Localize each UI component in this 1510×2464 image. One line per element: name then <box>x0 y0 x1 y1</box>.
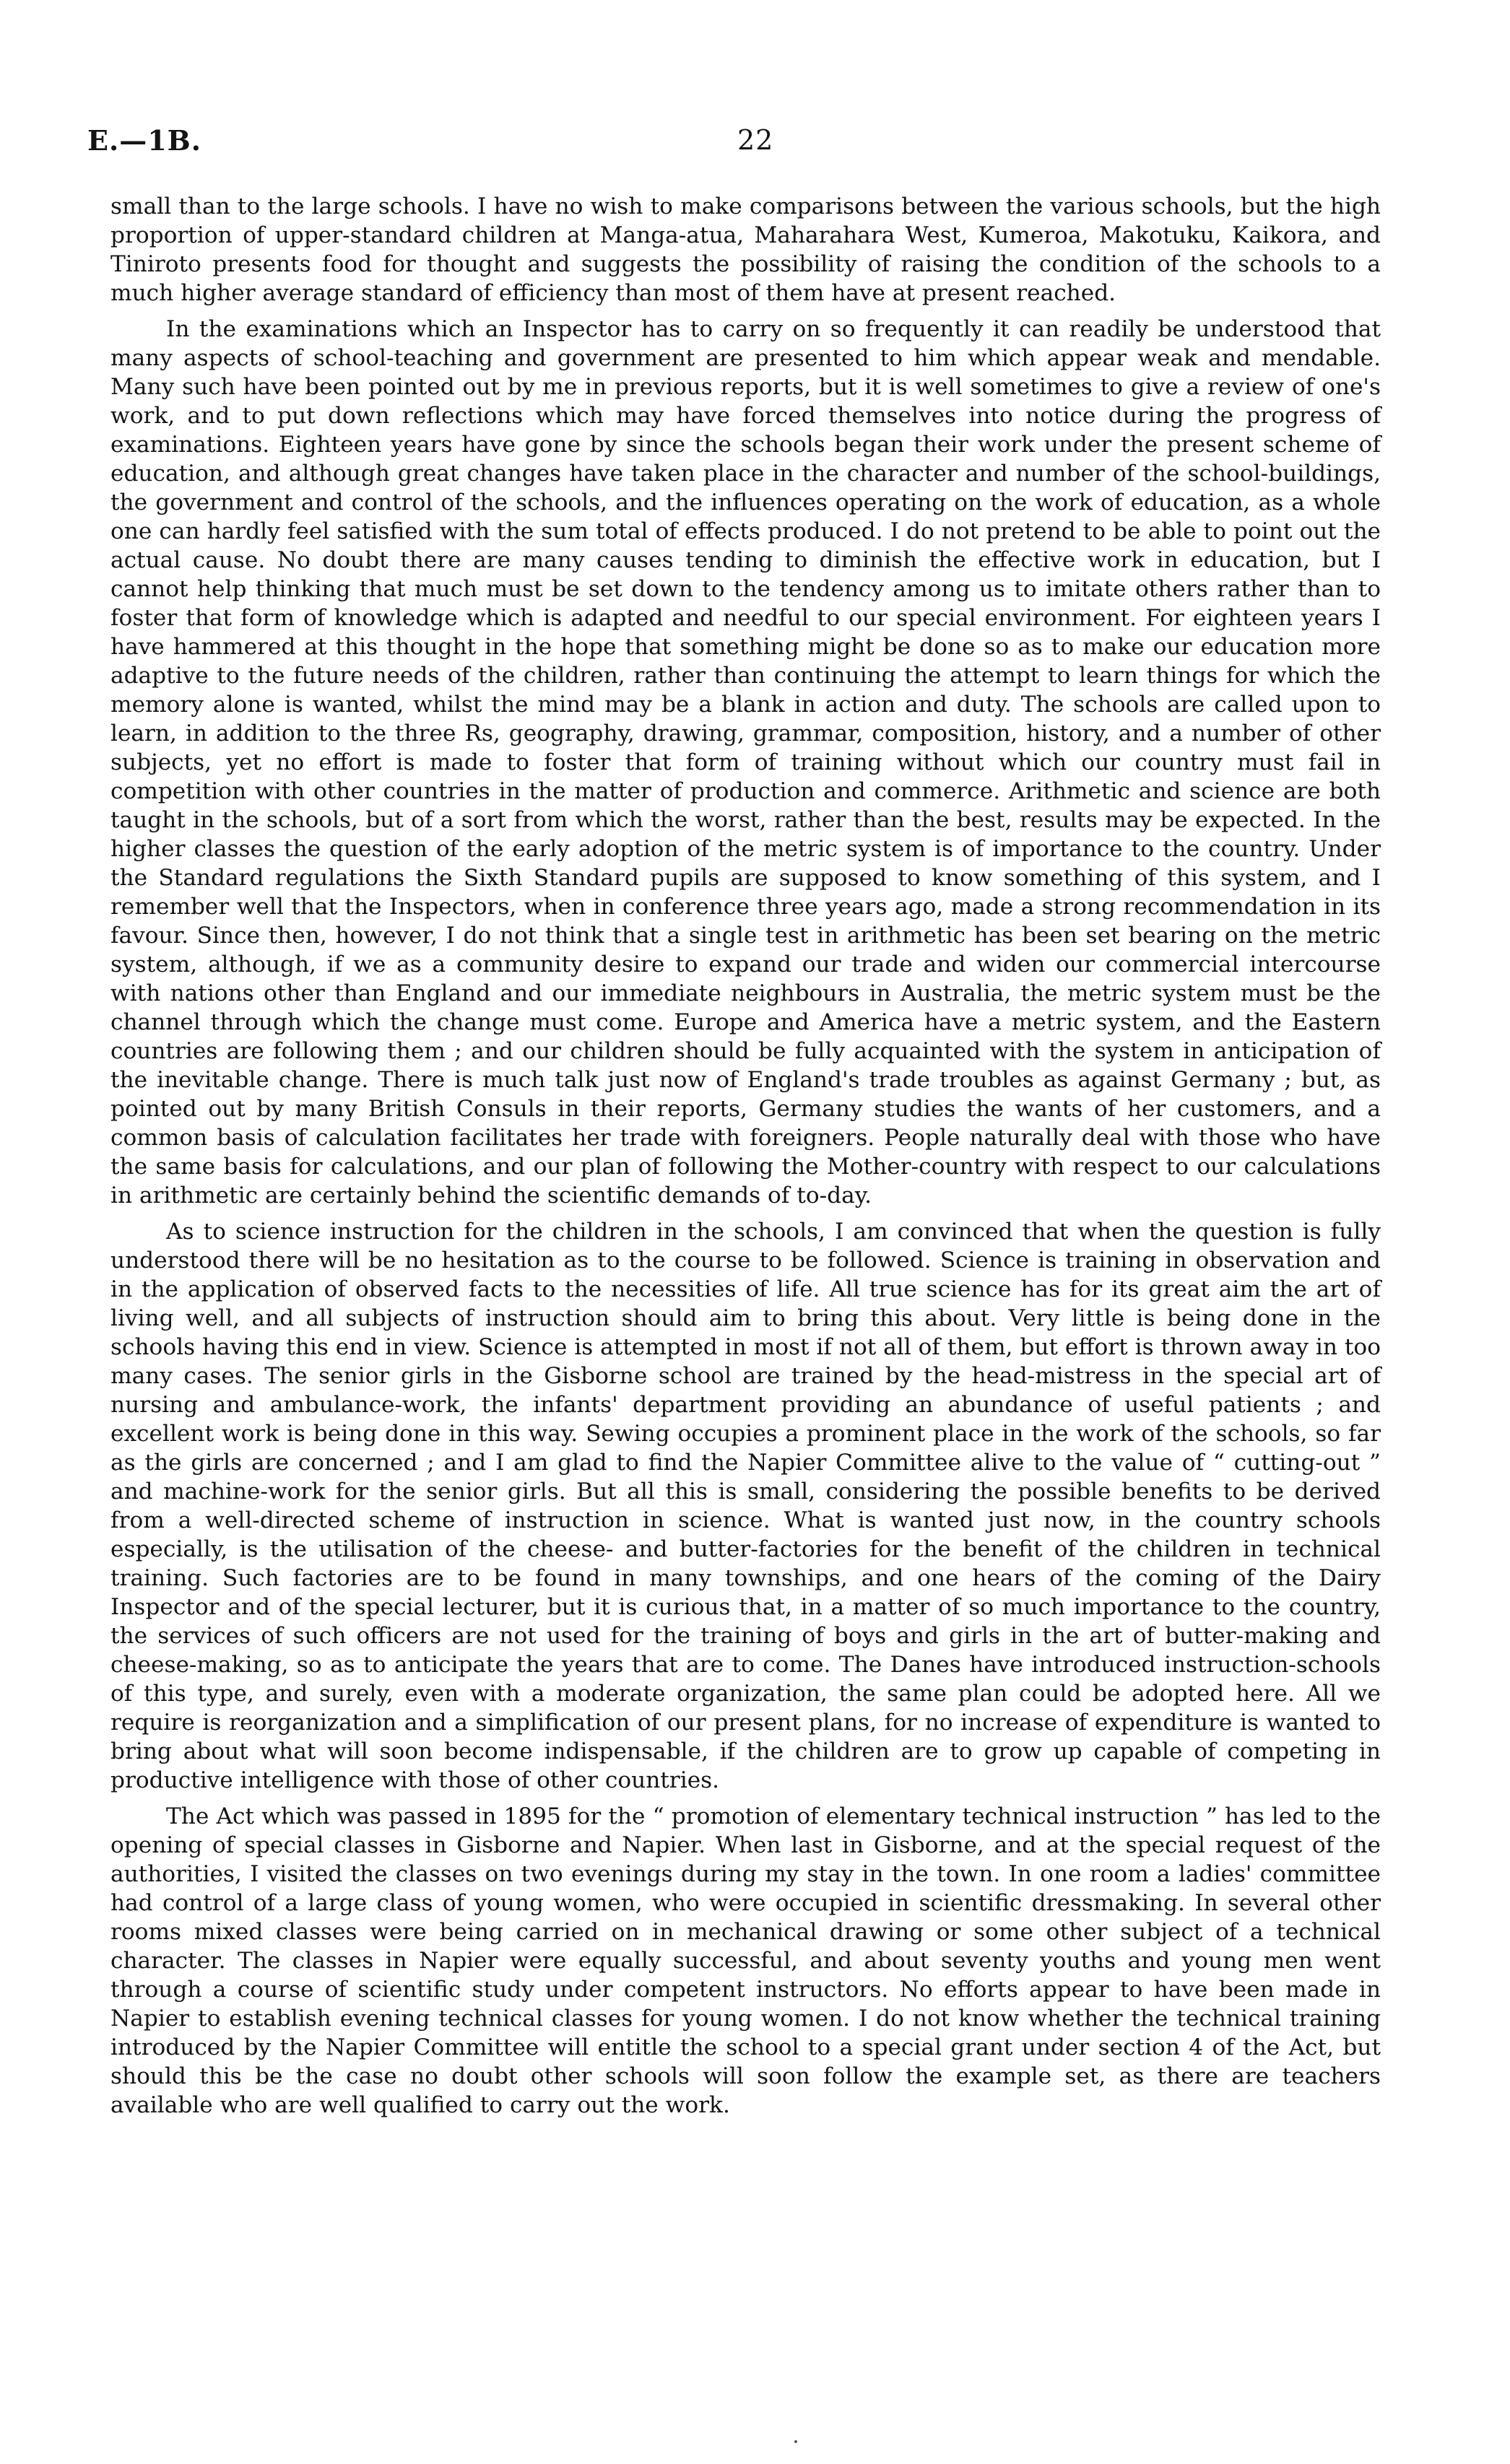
report-body <box>110 192 1381 2127</box>
paragraph-technical-instruction-act: The Act which was passed in 1895 for the “ promotion of elementary technical instruction ” has led to the opening of special classes in Gisborne and Napier. When last in Gisborne, and at the special request of the authorities, I visited the classes on two evenings during my stay in the town. In one room a ladies' committee had control of a large class of young women, who were occupied in scientific dressmaking. In several other rooms mixed classes were being carried on in mechanical drawing or some other subject of a technical character. The classes in Napier were equally successful, and about seventy youths and young men went through a course of scientific study under competent instructors. No efforts appear to have been made in Napier to establish evening technical classes for young women. I do not know whether the technical training introduced by the Napier Committee will entitle the school to a special grant under section 4 of the Act, but should this be the case no doubt other schools will soon follow the example set, as there are teachers available who are well qualified to carry out the work. <box>110 1803 1381 2118</box>
paragraph-continued: small than to the large schools. I have no wish to make comparisons between the various schools, but the high proportion of upper-standard children at Manga-atua, Maharahara West, Kumeroa, Makotuku, Kaikora, and Tiniroto presents food for thought and suggests the possibility of raising the condition of the schools to a much higher average standard of efficiency than most of them have at present reached. <box>110 193 1381 306</box>
document-reference: E.—1B. <box>87 124 201 157</box>
paragraph-examinations-reflection: In the examinations which an Inspector has to carry on so frequently it can readily be understood that many aspects of school-teaching and government are presented to him which appear weak and mendable. Many such have been pointed out by me in previous reports, but it is well sometimes to give a review of one's work, and to put down reflections which may have forced themselves into notice during the progress of examinations. Eighteen years have gone by since the schools began their work under the present scheme of education, and although great changes have taken place in the character and number of the school-buildings, the government and control of the schools, and the influences operating on the work of education, as a whole one can hardly feel satisfied with the sum total of effects produced. I do not pretend to be able to point out the actual cause. No doubt there are many causes tending to diminish the effective work in education, but I cannot help thinking that much must be set down to the tendency among us to imitate others rather than to foster that form of knowledge which is adapted and needful to our special environment. For eighteen years I have hammered at this thought in the hope that something might be done so as to make our education more adaptive to the future needs of the children, rather than continuing the attempt to learn things for which the memory alone is wanted, whilst the mind may be a blank in action and duty. The schools are called upon to learn, in addition to the three Rs, geography, drawing, grammar, composition, history, and a number of other subjects, yet no effort is made to foster that form of training without which our country must fail in competition with other countries in the matter of production and commerce. Arithmetic and science are both taught in the schools, but of a sort from which the worst, rather than the best, results may be expected. In the higher classes the question of the early adoption of the metric system is of importance to the country. Under the Standard regulations the Sixth Standard pupils are supposed to know something of this system, and I remember well that the Inspectors, when in conference three years ago, made a strong recommendation in its favour. Since then, however, I do not think that a single test in arithmetic has been set bearing on the metric system, although, if we as a community desire to expand our trade and widen our commercial intercourse with nations other than England and our immediate neighbours in Australia, the metric system must be the channel through which the change must come. Europe and America have a metric system, and the Eastern countries are following them ; and our children should be fully acquainted with the system in anticipation of the inevitable change. There is much talk just now of England's trade troubles as against Germany ; but, as pointed out by many British Consuls in their reports, Germany studies the wants of her customers, and a common basis of calculation facilitates her trade with foreigners. People naturally deal with those who have the same basis for calculations, and our plan of following the Mother-country with respect to our calculations in arithmetic are certainly behind the scientific demands of to-day. <box>110 316 1381 1209</box>
paragraph-science-instruction: As to science instruction for the children in the schools, I am convinced that when the question is fully understood there will be no hesitation as to the course to be followed. Science is training in observation and in the application of observed facts to the necessities of life. All true science has for its great aim the art of living well, and all subjects of instruction should aim to bring this about. Very little is being done in the schools having this end in view. Science is attempted in most if not all of them, but effort is thrown away in too many cases. The senior girls in the Gisborne school are trained by the head-mistress in the special art of nursing and ambulance-work, the infants' department providing an abundance of useful patients ; and excellent work is being done in this way. Sewing occupies a prominent place in the work of the schools, so far as the girls are concerned ; and I am glad to find the Napier Committee alive to the value of “ cutting-out ” and machine-work for the senior girls. But all this is small, considering the possible benefits to be derived from a well-directed scheme of instruction in science. What is wanted just now, in the country schools especially, is the utilisation of the cheese- and butter-factories for the benefit of the children in technical training. Such factories are to be found in many townships, and one hears of the coming of the Dairy Inspector and of the special lecturer, but it is curious that, in a matter of so much importance to the country, the services of such officers are not used for the training of boys and girls in the art of butter-making and cheese-making, so as to anticipate the years that are to come. The Danes have introduced instruction-schools of this type, and surely, even with a moderate organization, the same plan could be adopted here. All we require is reorganization and a simplification of our present plans, for no increase of expenditure is wanted to bring about what will soon become indispensable, if the children are to grow up capable of competing in productive intelligence with those of other countries. <box>110 1219 1381 1793</box>
page-header <box>87 124 1387 167</box>
print-speck <box>794 2440 797 2443</box>
page-number: 22 <box>737 124 774 156</box>
